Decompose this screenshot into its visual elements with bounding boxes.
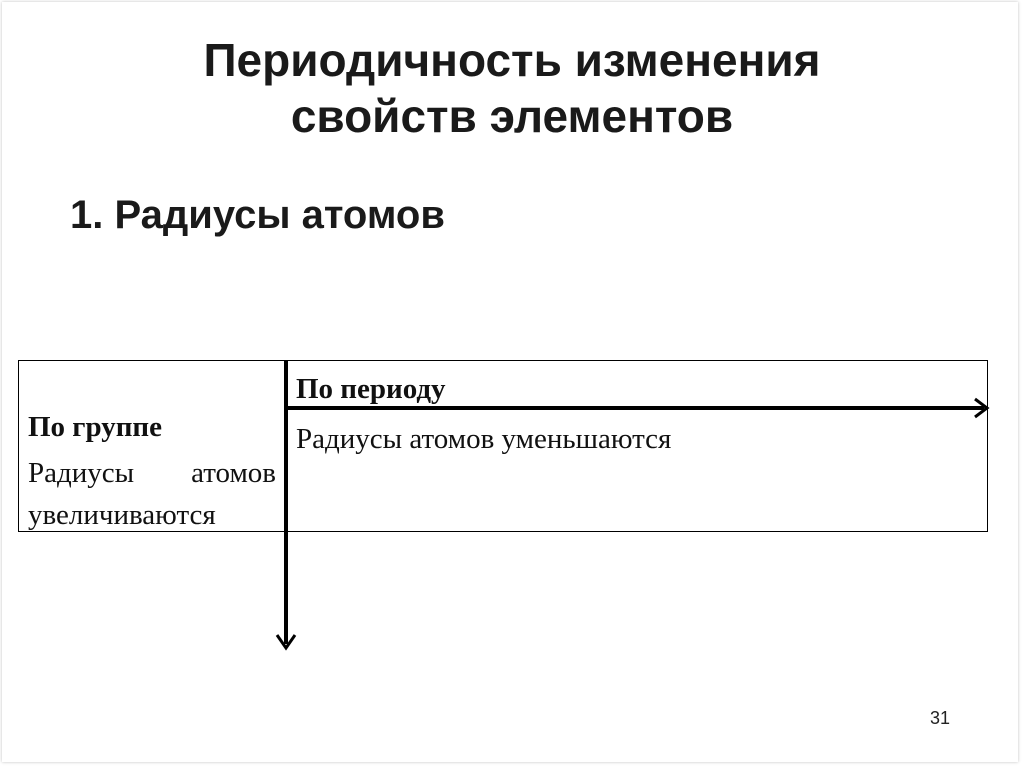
slide-subtitle: 1. Радиусы атомов: [70, 193, 445, 237]
group-description-line1: Радиусы атомов: [28, 457, 276, 489]
period-description: Радиусы атомов уменьшаются: [296, 423, 672, 455]
slide-title-line2: свойств элементов: [290, 90, 734, 142]
page-number: 31: [930, 708, 951, 728]
group-description: [28, 452, 276, 536]
group-arrowhead: [277, 635, 295, 648]
period-heading: По периоду: [296, 373, 446, 405]
group-description-line2: увеличиваются: [28, 499, 216, 531]
slide-title-line1: Периодичность изменения: [203, 34, 821, 86]
slide-title: [0, 32, 1024, 144]
group-heading: По группе: [28, 411, 163, 443]
